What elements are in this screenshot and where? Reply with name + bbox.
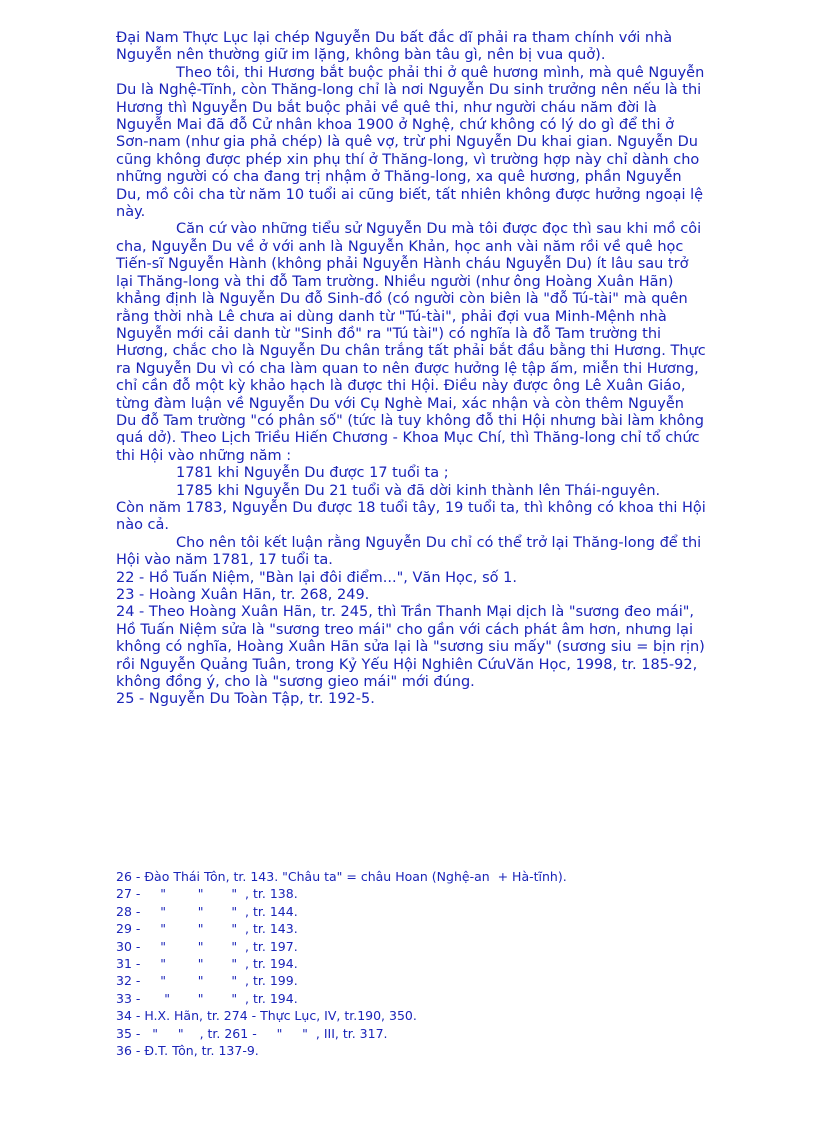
footnote: 35 - " " , tr. 261 - " " , III, tr. 317. bbox=[116, 1025, 388, 1041]
footnote: 28 - " " " , tr. 144. bbox=[116, 903, 298, 919]
footnote: 31 - " " " , tr. 194. bbox=[116, 956, 298, 972]
footnote: 29 - " " " , tr. 143. bbox=[116, 921, 298, 937]
footnote: 32 - " " " , tr. 199. bbox=[116, 973, 298, 989]
footnote: 26 - Đào Thái Tôn, tr. 143. "Châu ta" = châu Hoan (Nghệ-an + Hà-tĩnh). bbox=[116, 869, 567, 884]
paragraph: Theo tôi, thi Hương bắt buộc phải thi ở quê hương mình, mà quê Nguyễn Du là Nghệ-Tĩnh, còn Thăng-long chỉ là nơi Nguyễn Du sinh trưởng nên nếu là thi Hương thì Nguyễn Du bắt buộc phải về quê thi, như người cháu năm đời là Nguyễn Mai đã đỗ Cử nhân khoa 1900 ở Nghệ, chứ không có lý do gì để thi ở Sơn-nam (như gia phả chép) là quê vợ, trừ phi Nguyễn Du khai gian. Nguyễn Du cũng không được phép xin phụ thí ở Thăng-long, vì trường hợp này chỉ dành cho những người có cha đang trị nhậm ở Thăng-long, xa quê hương, phần Nguyễn Du, mồ côi cha từ năm 10 tuổi ai cũng biết, tất nhiên không được hưởng ngoại lệ này. bbox=[116, 64, 705, 221]
paragraph: Đại Nam Thực Lục lại chép Nguyễn Du bất đắc dĩ phải ra tham chính với nhà Nguyễn nên thường giữ im lặng, không bàn tâu gì, nên bị vua quở). bbox=[116, 30, 673, 64]
footnote: 30 - " " " , tr. 197. bbox=[116, 938, 298, 954]
footnote: 24 - Theo Hoàng Xuân Hãn, tr. 245, thì Trần Thanh Mại dịch là "sương đeo mái", Hồ Tuấn Niệm sửa là "sương treo mái" cho gần với cách phát âm hơn, nhưng lại không có nghĩa, Hoàng Xuân Hãn sửa lại là "sương siu mấy" (sương siu = bịn rịn) rồi Nguyễn Quảng Tuân, trong Kỷ Yếu Hội Nghiên CứuVăn Học, 1998, tr. 185-92, không đồng ý, cho là "sương gieo mái" mới đúng. bbox=[116, 604, 705, 691]
footnote: 27 - " " " , tr. 138. bbox=[116, 886, 298, 902]
footnote: 34 - H.X. Hãn, tr. 274 - Thực Lục, IV, tr.190, 350. bbox=[116, 1008, 417, 1024]
paragraph: Còn năm 1783, Nguyễn Du được 18 tuổi tây, 19 tuổi ta, thì không có khoa thi Hội nào cả. bbox=[116, 499, 706, 534]
footnote: 25 - Nguyễn Du Toàn Tập, tr. 192-5. bbox=[116, 691, 375, 708]
footnotes-list bbox=[116, 868, 706, 1059]
paragraph: 1785 khi Nguyễn Du 21 tuổi và đã dời kinh thành lên Thái-nguyên. bbox=[176, 482, 661, 499]
main-text bbox=[116, 30, 706, 709]
footnote: 33 - " " " , tr. 194. bbox=[116, 990, 298, 1006]
paragraph: 1781 khi Nguyễn Du được 17 tuổi ta ; bbox=[176, 465, 449, 482]
footnote: 22 - Hồ Tuấn Niệm, "Bàn lại đôi điểm...", Văn Học, số 1. bbox=[116, 569, 517, 586]
footnote: 36 - Đ.T. Tôn, tr. 137-9. bbox=[116, 1043, 259, 1059]
paragraph: Căn cứ vào những tiểu sử Nguyễn Du mà tôi được đọc thì sau khi mồ côi cha, Nguyễn Du về ở với anh là Nguyễn Khản, học anh vài năm rồi về quê học Tiến-sĩ Nguyễn Hành (không phải Nguyễn Hành cháu Nguyễn Du) ít lâu sau trở lại Thăng-long và thi đỗ Tam trường. Nhiều người (như ông Hoàng Xuân Hãn) khẳng định là Nguyễn Du đỗ Sinh-đồ (có người còn biên là "đỗ Tú-tài" mà quên rằng thời nhà Lê chưa ai dùng danh từ "Tú-tài", phải đợi vua Minh-Mệnh nhà Nguyễn mới cải danh từ "Sinh đồ" ra "Tú tài") có nghĩa là đỗ Tam trường thi Hương, chắc cho là Nguyễn Du chân trắng tất phải bắt đầu bằng thi Hương. Thực ra Nguyễn Du vì có cha làm quan to nên được hưởng lệ tập ấm, miễn thi Hương, chỉ cần đỗ một kỳ khảo hạch là được thi Hội. Điều này được ông Lê Xuân Giáo, từng đàm luận về Nguyễn Du với Cụ Nghè Mai, xác nhận và còn thêm Nguyễn Du đỗ Tam trường "có phân số" (tức là tuy không đỗ thi Hội nhưng bài làm không quá dở). Theo Lịch Triều Hiến Chương - Khoa Mục Chí, thì Thăng-long chỉ tổ chức thi Hội vào những năm : bbox=[116, 221, 706, 464]
footnote: 23 - Hoàng Xuân Hãn, tr. 268, 249. bbox=[116, 587, 370, 603]
paragraph: Cho nên tôi kết luận rằng Nguyễn Du chỉ có thể trở lại Thăng-long để thi Hội vào năm 1781, 17 tuổi ta. bbox=[116, 534, 702, 569]
